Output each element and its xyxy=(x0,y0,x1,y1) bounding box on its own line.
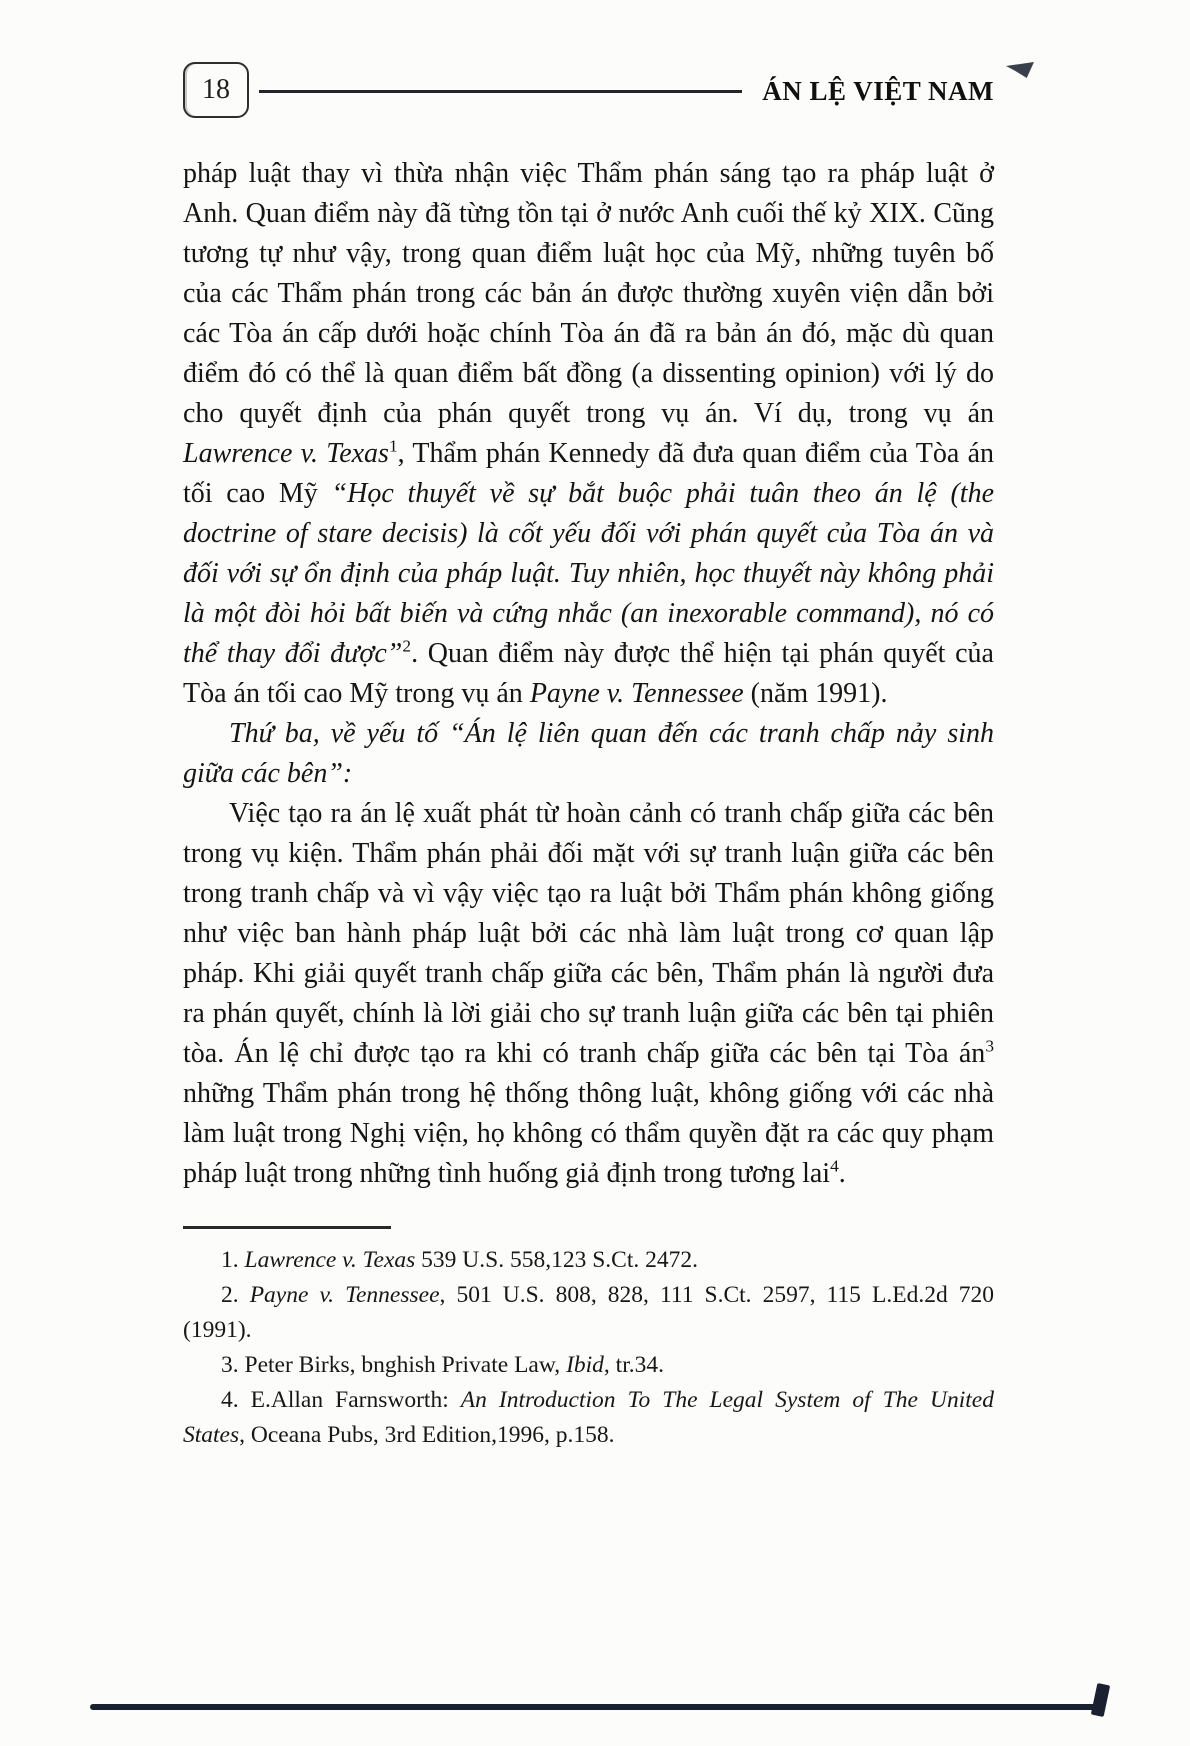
page-number-badge xyxy=(183,62,249,118)
header-rule xyxy=(259,90,742,93)
footnote-item xyxy=(183,1348,994,1383)
paragraph xyxy=(183,154,994,714)
text-run: (năm 1991). xyxy=(743,678,888,709)
text-run: Payne v. Tennessee xyxy=(529,678,744,709)
scan-artifact-bottom-right xyxy=(1091,1683,1110,1717)
text-run: , Oceana Pubs, 3rd Edition,1996, p.158. xyxy=(239,1422,615,1448)
paragraph xyxy=(183,794,994,1194)
text-run: 3. Peter Birks, bnghish Private Law, xyxy=(221,1352,567,1378)
text-run: Ibid xyxy=(566,1352,604,1378)
page-header xyxy=(183,62,994,118)
footnote-separator xyxy=(183,1226,391,1229)
footnote-item xyxy=(183,1383,994,1453)
text-run: 1. xyxy=(221,1247,245,1273)
paragraph xyxy=(183,714,994,794)
footnote-ref: 3 xyxy=(985,1036,994,1056)
footnote-item xyxy=(183,1278,994,1348)
text-run: 4. E.Allan Farnsworth: xyxy=(221,1387,461,1413)
footnote-ref: 1 xyxy=(388,436,398,456)
scan-artifact-top-right xyxy=(1006,62,1034,78)
footnotes xyxy=(183,1243,994,1453)
text-run: những Thẩm phán trong hệ thống thông luật, không giống với các nhà làm luật trong Nghị viện, họ không có thẩm quyền đặt ra các quy phạm pháp luật trong những tình huống giả định trong tương lai xyxy=(183,1078,994,1189)
text-run: Việc tạo ra án lệ xuất phát từ hoàn cảnh có tranh chấp giữa các bên trong vụ kiện. Thẩm phán phải đối mặt với sự tranh luận giữa các bên trong tranh chấp và vì vậy việc tạo ra luật bởi Thẩm phán không giống như việc ban hành pháp luật bởi các nhà làm luật trong cơ quan lập pháp. Khi giải quyết tranh chấp giữa các bên, Thẩm phán là người đưa ra phán quyết, chính là lời giải cho sự tranh luận giữa các bên tại phiên tòa. Án lệ chỉ được tạo ra khi có tranh chấp giữa các bên tại Tòa án xyxy=(183,798,994,1069)
text-run: , 501 U.S. 808, 828, 111 S.Ct. 2597, 115 L.Ed.2d 720 (1991). xyxy=(183,1282,994,1343)
text-run: , tr.34. xyxy=(603,1352,664,1378)
text-run: Payne v. Tennessee xyxy=(249,1282,440,1308)
text-run: . Quan điểm này được thể hiện tại phán quyết của Tòa án tối cao Mỹ trong vụ án xyxy=(183,638,994,709)
footnote-ref: 4 xyxy=(830,1156,839,1176)
footnote-item xyxy=(183,1243,994,1278)
body-text xyxy=(183,154,994,1194)
text-run: An Introduction To The Legal System of The United States xyxy=(183,1387,994,1448)
text-run: Thứ ba, về yếu tố “Án lệ liên quan đến các tranh chấp nảy sinh giữa các bên”: xyxy=(183,718,994,789)
text-run: pháp luật thay vì thừa nhận việc Thẩm phán sáng tạo ra pháp luật ở Anh. Quan điểm này đã từng tồn tại ở nước Anh cuối thế kỷ XIX. Cũng tương tự như vậy, trong quan điểm luật học của Mỹ, những tuyên bố của các Thẩm phán trong các bản án được thường xuyên viện dẫn bởi các Tòa án cấp dưới hoặc chính Tòa án đã ra bản án đó, mặc dù quan điểm đó có thể là quan điểm bất đồng (a dissenting opinion) với lý do cho quyết định của phán quyết trong vụ án. Ví dụ, trong vụ án xyxy=(183,158,994,429)
scan-artifact-bottom-line xyxy=(90,1704,1102,1710)
footnote-ref: 2 xyxy=(402,636,412,656)
page-number: 18 xyxy=(202,74,230,105)
text-run: “Học thuyết về sự bắt buộc phải tuân theo án lệ (the doctrine of stare decisis) là cốt yếu đối với phán quyết của Tòa án và đối với sự ổn định của pháp luật. Tuy nhiên, học thuyết này không phải là một đòi hỏi bất biến và cứng nhắc (an inexorable command), nó có thể thay đổi được” xyxy=(183,478,995,669)
header-title: ÁN LỆ VIỆT NAM xyxy=(762,75,994,106)
text-run: , Thẩm phán Kennedy đã đưa quan điểm của Tòa án tối cao Mỹ xyxy=(183,438,994,509)
text-run: Lawrence v. Texas xyxy=(183,438,389,469)
text-run: 539 U.S. 558,123 S.Ct. 2472. xyxy=(415,1247,698,1273)
text-run: Lawrence v. Texas xyxy=(244,1247,416,1273)
page-content xyxy=(183,154,994,1453)
text-run: 2. xyxy=(221,1282,250,1308)
text-run: . xyxy=(838,1158,846,1189)
